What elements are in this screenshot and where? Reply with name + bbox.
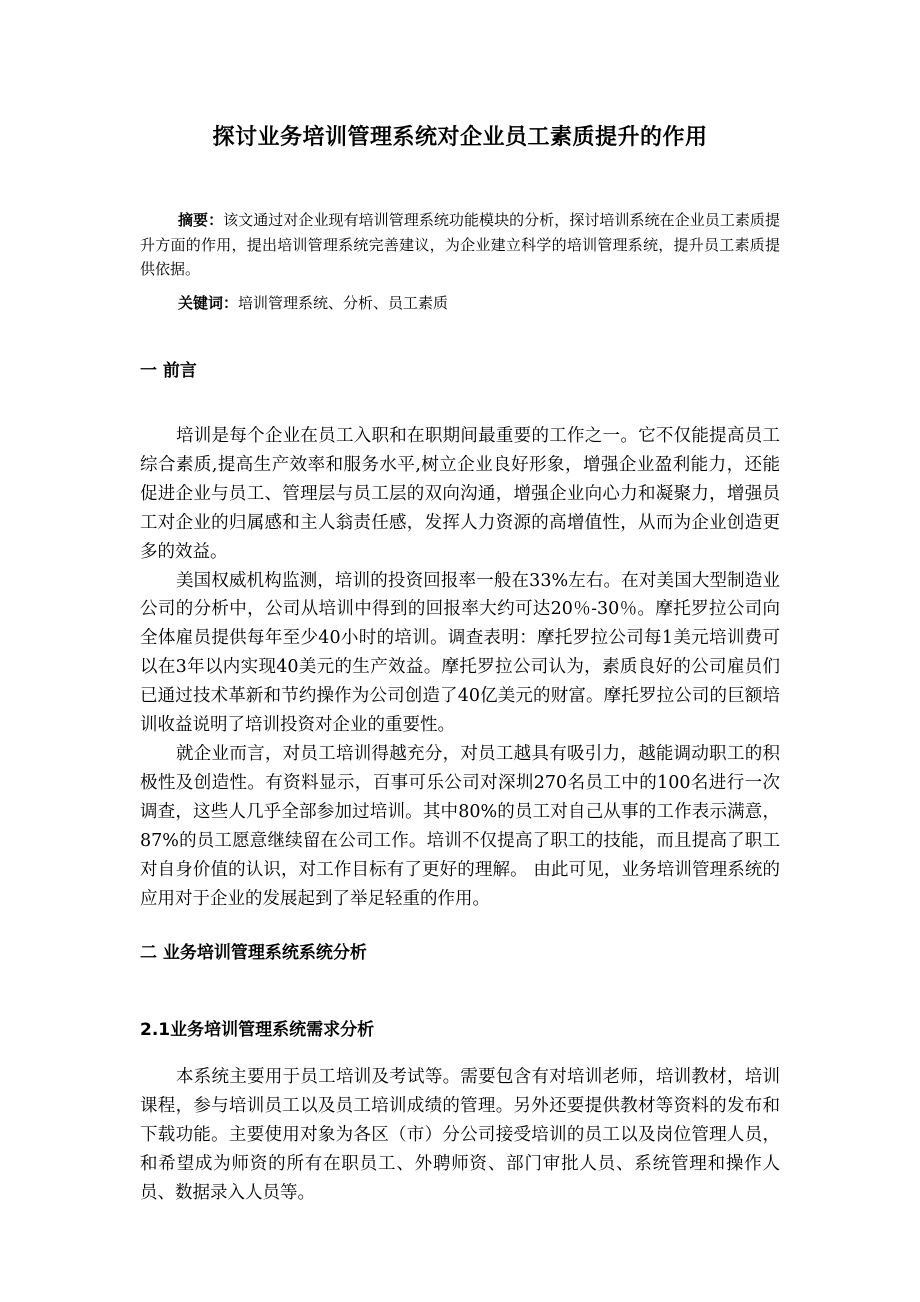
abstract-paragraph	[140, 208, 780, 282]
intro-paragraph-1: 培训是每个企业在员工入职和在职期间最重要的工作之一。它不仅能提高员工综合素质,提高生产效率和服务水平,树立企业良好形象，增强企业盈利能力，还能促进企业与员工、管理层与员工层的双向沟通，增强企业向心力和凝聚力，增强员工对企业的归属感和主人翁责任感，发挥人力资源的高增值性，从而为企业创造更多的效益。	[140, 426, 780, 562]
subsection-heading-requirements: 2.1业务培训管理系统需求分析	[140, 1020, 375, 1040]
requirements-body	[140, 1063, 780, 1208]
intro-paragraph-3: 就企业而言，对员工培训得越充分，对员工越具有吸引力，越能调动职工的积极性及创造性。有资料显示，百事可乐公司对深圳270名员工中的100名进行一次调查，这些人几乎全部参加过培训。其中80%的员工对自己从事的工作表示满意，87%的员工愿意继续留在公司工作。培训不仅提高了职工的技能，而且提高了职工对自身价值的认识，对工作目标有了更好的理解。 由此可见，业务培训管理系统的应用对于企业的发展起到了举足轻重的作用。	[140, 743, 780, 909]
intro-body	[140, 422, 780, 913]
abstract-label: 摘要：	[178, 211, 224, 229]
requirements-paragraph-1: 本系统主要用于员工培训及考试等。需要包含有对培训老师，培训教材，培训课程，参与培训员工以及员工培训成绩的管理。另外还要提供教材等资料的发布和下载功能。主要使用对象为各区（市）分公司接受培训的员工以及岗位管理人员，和希望成为师资的所有在职员工、外聘师资、部门审批人员、系统管理和操作人员、数据录入人员等。	[140, 1067, 780, 1203]
intro-paragraph-2: 美国权威机构监测，培训的投资回报率一般在33%左右。在对美国大型制造业公司的分析中，公司从培训中得到的回报率大约可达20％-30％。摩托罗拉公司向全体雇员提供每年至少40小时的培训。调查表明：摩托罗拉公司每1美元培训费可以在3年以内实现40美元的生产效益。摩托罗拉公司认为，素质良好的公司雇员们已通过技术革新和节约操作为公司创造了40亿美元的财富。摩托罗拉公司的巨额培训收益说明了培训投资对企业的重要性。	[140, 570, 780, 736]
keywords-paragraph	[140, 291, 780, 316]
keywords-text: 培训管理系统、分析、员工素质	[238, 293, 449, 312]
abstract-block	[140, 208, 780, 315]
abstract-text: 该文通过对企业现有培训管理系统功能模块的分析，探讨培训系统在企业员工素质提升方面的作用，提出培训管理系统完善建议，为企业建立科学的培训管理系统，提升员工素质提供依据。	[140, 211, 780, 278]
document-title: 探讨业务培训管理系统对企业员工素质提升的作用	[212, 125, 708, 150]
keywords-label: 关键词：	[178, 293, 239, 312]
section-heading-analysis: 二 业务培训管理系统系统分析	[140, 943, 367, 963]
section-heading-intro: 一 前言	[140, 361, 197, 381]
